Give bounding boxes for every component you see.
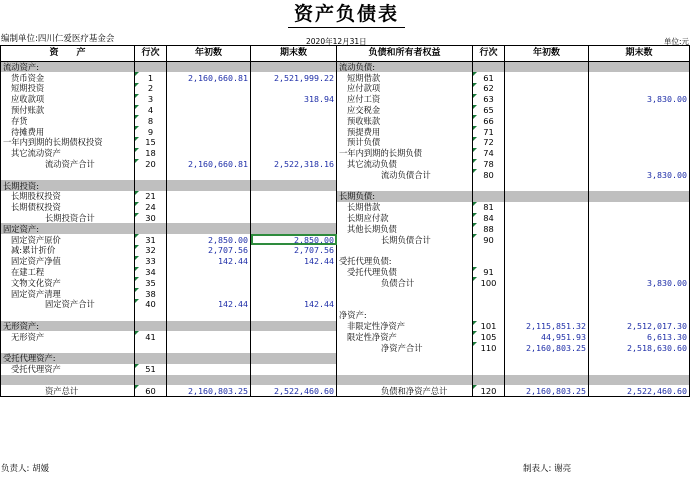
table-row — [1, 245, 690, 256]
asset-end-cell[interactable] — [251, 375, 337, 386]
liab-line-cell[interactable]: 81 — [473, 202, 505, 213]
table-row — [1, 148, 690, 159]
liab-begin-cell[interactable]: 2,160,803.25 — [505, 385, 589, 396]
liab-begin-cell[interactable] — [505, 299, 589, 310]
liab-line-cell[interactable]: 72 — [473, 137, 505, 148]
asset-begin-cell[interactable]: 2,160,660.81 — [167, 72, 251, 83]
org-label: 编制单位:四川仁爱医疗基金会 — [1, 34, 115, 44]
liab-name-cell[interactable]: 长期负债合计 — [337, 234, 473, 245]
footer-preparer: 制表人: 谢亮 — [523, 464, 572, 474]
liab-name-cell[interactable]: 流动负债合计 — [337, 169, 473, 180]
table-row — [1, 331, 690, 342]
liab-end-cell[interactable]: 2,512,017.30 — [589, 321, 690, 332]
asset-name-cell[interactable] — [1, 342, 135, 353]
liab-end-cell[interactable] — [589, 353, 690, 364]
asset-line-cell[interactable] — [135, 169, 167, 180]
liab-begin-cell[interactable] — [505, 137, 589, 148]
liab-line-cell[interactable] — [473, 180, 505, 191]
liab-name-cell[interactable]: 预计负债 — [337, 137, 473, 148]
table-row — [1, 256, 690, 267]
asset-line-cell[interactable]: 4 — [135, 105, 167, 116]
liab-end-cell[interactable] — [589, 299, 690, 310]
liab-line-cell[interactable]: 65 — [473, 105, 505, 116]
asset-name-cell[interactable]: 长期投资合计 — [1, 213, 135, 224]
asset-line-cell[interactable]: 20 — [135, 159, 167, 170]
asset-name-cell[interactable] — [1, 169, 135, 180]
asset-end-cell[interactable]: 318.94 — [251, 94, 337, 105]
liab-begin-cell[interactable] — [505, 105, 589, 116]
table-row — [1, 299, 690, 310]
liab-name-cell[interactable]: 其他长期负债 — [337, 223, 473, 234]
asset-end-cell[interactable] — [251, 180, 337, 191]
asset-line-cell[interactable]: 3 — [135, 94, 167, 105]
asset-begin-cell[interactable] — [167, 288, 251, 299]
asset-end-cell[interactable] — [251, 223, 337, 234]
table-row — [1, 385, 690, 396]
liab-begin-cell[interactable] — [505, 202, 589, 213]
asset-name-cell[interactable]: 资产总计 — [1, 385, 135, 396]
liab-line-cell[interactable]: 91 — [473, 267, 505, 278]
liab-line-cell[interactable]: 80 — [473, 169, 505, 180]
asset-end-cell[interactable] — [251, 267, 337, 278]
asset-begin-cell[interactable] — [167, 213, 251, 224]
asset-line-cell[interactable]: 30 — [135, 213, 167, 224]
asset-begin-cell[interactable] — [167, 148, 251, 159]
report-title: 资产负债表 — [0, 2, 693, 30]
asset-end-cell[interactable] — [251, 191, 337, 202]
asset-begin-cell[interactable] — [167, 310, 251, 321]
asset-end-cell[interactable]: 2,521,999.22 — [251, 72, 337, 83]
liab-name-cell[interactable] — [337, 180, 473, 191]
table-row — [1, 159, 690, 170]
liab-begin-cell[interactable]: 2,115,851.32 — [505, 321, 589, 332]
asset-end-cell[interactable] — [251, 310, 337, 321]
asset-name-cell[interactable] — [1, 375, 135, 386]
liab-line-cell[interactable] — [473, 299, 505, 310]
asset-end-cell[interactable] — [251, 83, 337, 94]
liab-line-cell[interactable] — [473, 256, 505, 267]
liab-begin-cell[interactable] — [505, 375, 589, 386]
liab-end-cell[interactable] — [589, 375, 690, 386]
asset-begin-cell[interactable] — [167, 223, 251, 234]
asset-end-cell[interactable] — [251, 364, 337, 375]
asset-end-cell[interactable]: 2,850.00 — [251, 234, 337, 245]
asset-end-cell[interactable]: 142.44 — [251, 256, 337, 267]
liab-begin-cell[interactable] — [505, 159, 589, 170]
table-row — [1, 375, 690, 386]
table-row — [1, 310, 690, 321]
footer-responsible: 负责人: 胡媛 — [1, 464, 50, 474]
liab-name-cell[interactable] — [337, 299, 473, 310]
asset-end-cell[interactable] — [251, 62, 337, 73]
asset-begin-cell[interactable] — [167, 202, 251, 213]
liab-name-cell[interactable]: 其它流动负债 — [337, 159, 473, 170]
liab-name-cell[interactable]: 长期借款 — [337, 202, 473, 213]
liab-line-cell[interactable] — [473, 375, 505, 386]
asset-begin-cell[interactable]: 142.44 — [167, 256, 251, 267]
liab-name-cell[interactable]: 限定性净资产 — [337, 331, 473, 342]
asset-name-cell[interactable]: 无形资产: — [1, 321, 135, 332]
asset-begin-cell[interactable] — [167, 62, 251, 73]
asset-line-cell[interactable] — [135, 223, 167, 234]
asset-begin-cell[interactable]: 2,160,660.81 — [167, 159, 251, 170]
asset-name-cell[interactable]: 一年内到期的长期债权投资 — [1, 137, 135, 148]
asset-end-cell[interactable] — [251, 288, 337, 299]
liab-line-cell[interactable]: 62 — [473, 83, 505, 94]
liab-begin-cell[interactable] — [505, 364, 589, 375]
table-row — [1, 126, 690, 137]
liab-end-cell[interactable] — [589, 191, 690, 202]
asset-begin-cell[interactable] — [167, 353, 251, 364]
asset-line-cell[interactable]: 21 — [135, 191, 167, 202]
asset-name-cell[interactable]: 其它流动资产 — [1, 148, 135, 159]
liab-end-cell[interactable] — [589, 213, 690, 224]
liab-name-cell[interactable]: 长期应付款 — [337, 213, 473, 224]
liab-begin-cell[interactable] — [505, 148, 589, 159]
liab-end-cell[interactable]: 6,613.30 — [589, 331, 690, 342]
liab-line-cell[interactable]: 61 — [473, 72, 505, 83]
asset-name-cell[interactable]: 长期股权投资 — [1, 191, 135, 202]
asset-begin-cell[interactable] — [167, 169, 251, 180]
liab-name-cell[interactable]: 负债合计 — [337, 277, 473, 288]
table-row — [1, 342, 690, 353]
asset-begin-cell[interactable]: 2,160,803.25 — [167, 385, 251, 396]
liab-line-cell[interactable]: 71 — [473, 126, 505, 137]
asset-begin-cell[interactable] — [167, 364, 251, 375]
asset-begin-cell[interactable] — [167, 94, 251, 105]
table-row — [1, 267, 690, 278]
liab-end-cell[interactable]: 3,830.00 — [589, 277, 690, 288]
unit-label: 单位:元 — [663, 37, 689, 46]
liab-end-cell[interactable] — [589, 234, 690, 245]
liab-line-cell[interactable] — [473, 310, 505, 321]
asset-name-cell[interactable]: 受托代理资产: — [1, 353, 135, 364]
asset-end-cell[interactable]: 142.44 — [251, 299, 337, 310]
liab-end-cell[interactable] — [589, 115, 690, 126]
table-row — [1, 94, 690, 105]
asset-begin-cell[interactable] — [167, 191, 251, 202]
liab-name-cell[interactable]: 受托代理负债: — [337, 256, 473, 267]
asset-end-cell[interactable] — [251, 342, 337, 353]
liab-end-cell[interactable]: 2,518,630.60 — [589, 342, 690, 353]
col-liab[interactable]: 负债和所有者权益 — [337, 46, 473, 62]
liab-begin-cell[interactable] — [505, 191, 589, 202]
liab-line-cell[interactable]: 63 — [473, 94, 505, 105]
asset-begin-cell[interactable] — [167, 277, 251, 288]
liab-end-cell[interactable] — [589, 159, 690, 170]
liab-line-cell[interactable]: 110 — [473, 342, 505, 353]
liab-end-cell[interactable] — [589, 72, 690, 83]
col-asset[interactable]: 资 产 — [1, 46, 135, 62]
liab-begin-cell[interactable]: 2,160,803.25 — [505, 342, 589, 353]
liab-end-cell[interactable] — [589, 62, 690, 73]
asset-line-cell[interactable] — [135, 353, 167, 364]
asset-line-cell[interactable]: 8 — [135, 115, 167, 126]
liab-name-cell[interactable] — [337, 353, 473, 364]
asset-line-cell[interactable]: 2 — [135, 83, 167, 94]
asset-begin-cell[interactable] — [167, 105, 251, 116]
liab-begin-cell[interactable] — [505, 267, 589, 278]
asset-end-cell[interactable]: 2,522,460.60 — [251, 385, 337, 396]
column-header-row — [1, 46, 690, 62]
asset-name-cell[interactable]: 受托代理资产 — [1, 364, 135, 375]
balance-sheet-table — [0, 45, 690, 397]
liab-end-cell[interactable] — [589, 180, 690, 191]
asset-line-cell[interactable]: 60 — [135, 385, 167, 396]
liab-name-cell[interactable]: 预提费用 — [337, 126, 473, 137]
asset-name-cell[interactable]: 货币资金 — [1, 72, 135, 83]
asset-line-cell[interactable]: 41 — [135, 331, 167, 342]
liab-begin-cell[interactable] — [505, 72, 589, 83]
asset-begin-cell[interactable]: 2,850.00 — [167, 234, 251, 245]
liab-end-cell[interactable] — [589, 148, 690, 159]
liab-begin-cell[interactable] — [505, 62, 589, 73]
liab-line-cell[interactable]: 105 — [473, 331, 505, 342]
col-end[interactable]: 期末数 — [251, 46, 337, 62]
liab-end-cell[interactable] — [589, 364, 690, 375]
asset-name-cell[interactable]: 长期投资: — [1, 180, 135, 191]
table-row — [1, 223, 690, 234]
asset-begin-cell[interactable] — [167, 115, 251, 126]
liab-end-cell[interactable] — [589, 126, 690, 137]
table-row — [1, 321, 690, 332]
asset-line-cell[interactable] — [135, 342, 167, 353]
asset-line-cell[interactable] — [135, 180, 167, 191]
liab-begin-cell[interactable] — [505, 83, 589, 94]
asset-begin-cell[interactable] — [167, 342, 251, 353]
asset-line-cell[interactable] — [135, 321, 167, 332]
table-row — [1, 277, 690, 288]
asset-begin-cell[interactable] — [167, 331, 251, 342]
asset-end-cell[interactable] — [251, 202, 337, 213]
liab-begin-cell[interactable] — [505, 180, 589, 191]
table-row — [1, 213, 690, 224]
asset-end-cell[interactable]: 2,522,318.16 — [251, 159, 337, 170]
table-row — [1, 364, 690, 375]
asset-name-cell[interactable]: 长期债权投资 — [1, 202, 135, 213]
table-row — [1, 83, 690, 94]
liab-begin-cell[interactable] — [505, 234, 589, 245]
col-begin2[interactable]: 年初数 — [505, 46, 589, 62]
asset-end-cell[interactable] — [251, 115, 337, 126]
liab-begin-cell[interactable] — [505, 288, 589, 299]
report-date: 2020年12月31日 — [306, 37, 367, 46]
liab-name-cell[interactable]: 应付款项 — [337, 83, 473, 94]
liab-begin-cell[interactable] — [505, 353, 589, 364]
asset-line-cell[interactable]: 33 — [135, 256, 167, 267]
col-begin[interactable]: 年初数 — [167, 46, 251, 62]
asset-end-cell[interactable] — [251, 126, 337, 137]
col-line2[interactable]: 行次 — [473, 46, 505, 62]
balance-sheet-grid — [0, 45, 693, 463]
liab-line-cell[interactable]: 101 — [473, 321, 505, 332]
liab-begin-cell[interactable] — [505, 115, 589, 126]
liab-end-cell[interactable] — [589, 288, 690, 299]
liab-line-cell[interactable]: 90 — [473, 234, 505, 245]
asset-name-cell[interactable]: 无形资产 — [1, 331, 135, 342]
asset-line-cell[interactable] — [135, 62, 167, 73]
asset-name-cell[interactable] — [1, 310, 135, 321]
liab-end-cell[interactable]: 2,522,460.60 — [589, 385, 690, 396]
asset-line-cell[interactable]: 35 — [135, 277, 167, 288]
liab-end-cell[interactable] — [589, 256, 690, 267]
liab-name-cell[interactable]: 应付工资 — [337, 94, 473, 105]
liab-name-cell[interactable]: 长期负债: — [337, 191, 473, 202]
asset-line-cell[interactable]: 32 — [135, 245, 167, 256]
table-row — [1, 169, 690, 180]
asset-name-cell[interactable]: 固定资产合计 — [1, 299, 135, 310]
liab-name-cell[interactable] — [337, 245, 473, 256]
asset-begin-cell[interactable] — [167, 375, 251, 386]
asset-name-cell[interactable]: 应收款项 — [1, 94, 135, 105]
liab-name-cell[interactable]: 负债和净资产总计 — [337, 385, 473, 396]
liab-name-cell[interactable]: 净资产合计 — [337, 342, 473, 353]
liab-begin-cell[interactable] — [505, 277, 589, 288]
liab-begin-cell[interactable] — [505, 169, 589, 180]
asset-line-cell[interactable]: 9 — [135, 126, 167, 137]
asset-line-cell[interactable]: 24 — [135, 202, 167, 213]
liab-line-cell[interactable] — [473, 353, 505, 364]
liab-line-cell[interactable] — [473, 288, 505, 299]
asset-end-cell[interactable] — [251, 148, 337, 159]
asset-line-cell[interactable]: 51 — [135, 364, 167, 375]
liab-line-cell[interactable]: 88 — [473, 223, 505, 234]
asset-end-cell[interactable] — [251, 137, 337, 148]
table-row — [1, 137, 690, 148]
liab-begin-cell[interactable] — [505, 256, 589, 267]
asset-begin-cell[interactable] — [167, 126, 251, 137]
col-line[interactable]: 行次 — [135, 46, 167, 62]
asset-line-cell[interactable]: 15 — [135, 137, 167, 148]
asset-line-cell[interactable]: 18 — [135, 148, 167, 159]
liab-end-cell[interactable] — [589, 105, 690, 116]
liab-begin-cell[interactable] — [505, 245, 589, 256]
asset-name-cell[interactable]: 固定资产原价 — [1, 234, 135, 245]
asset-name-cell[interactable]: 存货 — [1, 115, 135, 126]
asset-name-cell[interactable]: 流动资产: — [1, 62, 135, 73]
asset-end-cell[interactable]: 2,707.56 — [251, 245, 337, 256]
asset-line-cell[interactable]: 40 — [135, 299, 167, 310]
asset-line-cell[interactable]: 38 — [135, 288, 167, 299]
asset-begin-cell[interactable]: 142.44 — [167, 299, 251, 310]
liab-begin-cell[interactable] — [505, 223, 589, 234]
asset-name-cell[interactable]: 预付账款 — [1, 105, 135, 116]
asset-end-cell[interactable] — [251, 277, 337, 288]
asset-line-cell[interactable] — [135, 310, 167, 321]
asset-name-cell[interactable]: 文物文化资产 — [1, 277, 135, 288]
liab-line-cell[interactable]: 100 — [473, 277, 505, 288]
liab-name-cell[interactable] — [337, 288, 473, 299]
liab-end-cell[interactable] — [589, 137, 690, 148]
liab-end-cell[interactable] — [589, 202, 690, 213]
liab-name-cell[interactable] — [337, 375, 473, 386]
liab-name-cell[interactable] — [337, 364, 473, 375]
liab-line-cell[interactable] — [473, 62, 505, 73]
liab-line-cell[interactable]: 84 — [473, 213, 505, 224]
asset-end-cell[interactable] — [251, 331, 337, 342]
asset-end-cell[interactable] — [251, 169, 337, 180]
liab-name-cell[interactable]: 受托代理负债 — [337, 267, 473, 278]
liab-end-cell[interactable] — [589, 267, 690, 278]
col-end2[interactable]: 期末数 — [589, 46, 690, 62]
liab-begin-cell[interactable]: 44,951.93 — [505, 331, 589, 342]
asset-begin-cell[interactable]: 2,707.56 — [167, 245, 251, 256]
asset-name-cell[interactable]: 固定资产净值 — [1, 256, 135, 267]
table-row — [1, 288, 690, 299]
asset-begin-cell[interactable] — [167, 321, 251, 332]
liab-name-cell[interactable]: 净资产: — [337, 310, 473, 321]
liab-name-cell[interactable]: 应交税金 — [337, 105, 473, 116]
asset-end-cell[interactable] — [251, 321, 337, 332]
liab-end-cell[interactable]: 3,830.00 — [589, 169, 690, 180]
asset-line-cell[interactable] — [135, 375, 167, 386]
asset-end-cell[interactable] — [251, 353, 337, 364]
asset-line-cell[interactable]: 34 — [135, 267, 167, 278]
liab-end-cell[interactable] — [589, 223, 690, 234]
liab-begin-cell[interactable] — [505, 213, 589, 224]
asset-begin-cell[interactable] — [167, 83, 251, 94]
liab-line-cell[interactable] — [473, 364, 505, 375]
liab-end-cell[interactable]: 3,830.00 — [589, 94, 690, 105]
liab-begin-cell[interactable] — [505, 94, 589, 105]
table-row — [1, 191, 690, 202]
table-row — [1, 234, 690, 245]
asset-line-cell[interactable]: 31 — [135, 234, 167, 245]
asset-name-cell[interactable]: 减:累计折价 — [1, 245, 135, 256]
asset-name-cell[interactable]: 固定资产: — [1, 223, 135, 234]
liab-line-cell[interactable]: 74 — [473, 148, 505, 159]
table-row — [1, 105, 690, 116]
asset-name-cell[interactable]: 短期投资 — [1, 83, 135, 94]
liab-name-cell[interactable]: 短期借款 — [337, 72, 473, 83]
liab-name-cell[interactable]: 流动负债: — [337, 62, 473, 73]
asset-line-cell[interactable]: 1 — [135, 72, 167, 83]
liab-begin-cell[interactable] — [505, 310, 589, 321]
asset-name-cell[interactable]: 固定资产清理 — [1, 288, 135, 299]
liab-line-cell[interactable] — [473, 191, 505, 202]
asset-name-cell[interactable]: 待摊费用 — [1, 126, 135, 137]
liab-name-cell[interactable]: 非限定性净资产 — [337, 321, 473, 332]
table-row — [1, 353, 690, 364]
liab-line-cell[interactable] — [473, 245, 505, 256]
table-row — [1, 62, 690, 73]
liab-end-cell[interactable] — [589, 245, 690, 256]
asset-end-cell[interactable] — [251, 105, 337, 116]
asset-begin-cell[interactable] — [167, 180, 251, 191]
table-row — [1, 115, 690, 126]
table-row — [1, 180, 690, 191]
liab-line-cell[interactable]: 66 — [473, 115, 505, 126]
liab-line-cell[interactable]: 120 — [473, 385, 505, 396]
asset-name-cell[interactable]: 在建工程 — [1, 267, 135, 278]
table-row — [1, 202, 690, 213]
liab-name-cell[interactable]: 预收账款 — [337, 115, 473, 126]
asset-name-cell[interactable]: 流动资产合计 — [1, 159, 135, 170]
table-row — [1, 72, 690, 83]
asset-begin-cell[interactable] — [167, 267, 251, 278]
asset-begin-cell[interactable] — [167, 137, 251, 148]
liab-end-cell[interactable] — [589, 310, 690, 321]
liab-name-cell[interactable]: 一年内到期的长期负债 — [337, 148, 473, 159]
liab-line-cell[interactable]: 78 — [473, 159, 505, 170]
asset-end-cell[interactable] — [251, 213, 337, 224]
liab-end-cell[interactable] — [589, 83, 690, 94]
liab-begin-cell[interactable] — [505, 126, 589, 137]
